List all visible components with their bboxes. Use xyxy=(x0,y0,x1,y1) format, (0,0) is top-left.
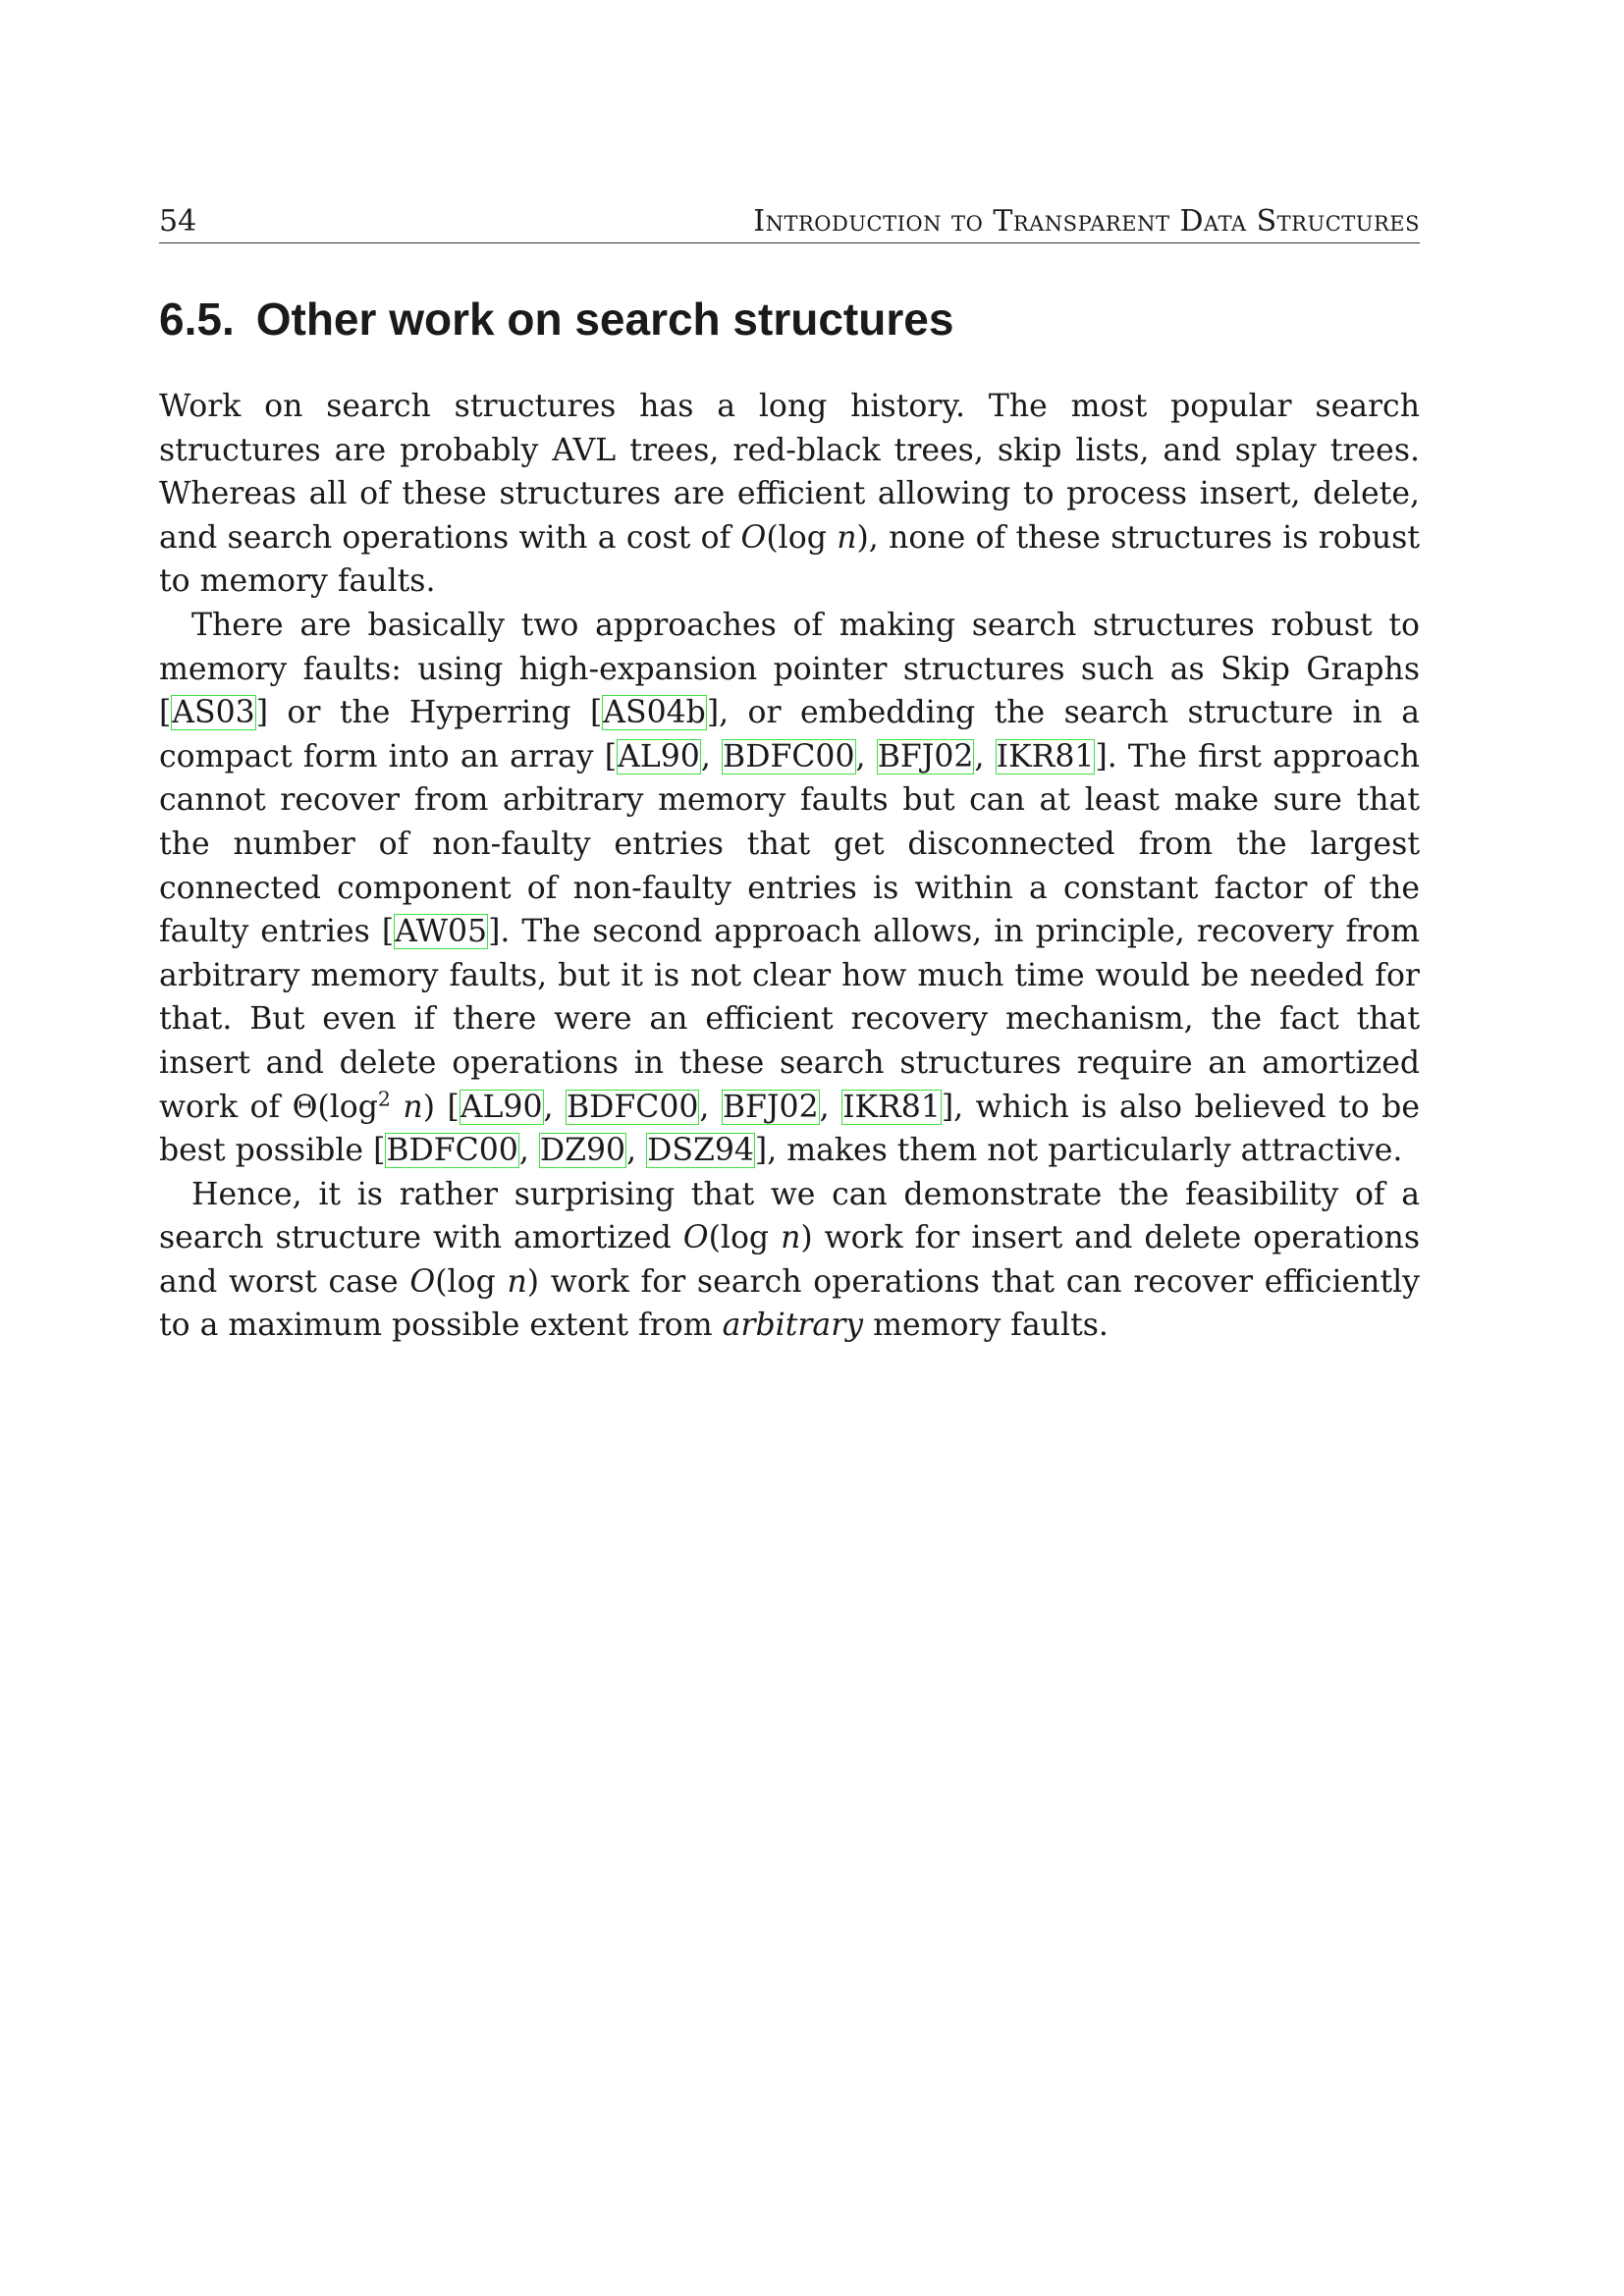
paragraph-3: Hence, it is rather surprising that we can demonstrate the feasibility of a search structure with amortized O(log n) work for insert and delete operations and worst case O(log n) work for search operations that can recover efficiently to a maximum possible extent from arbitrary memory faults. xyxy=(159,1176,1420,1344)
math-var: O xyxy=(409,1263,436,1300)
running-header xyxy=(159,204,1420,243)
body-text xyxy=(159,385,1420,1348)
citation-link[interactable]: IKR81 xyxy=(842,1089,941,1125)
citation-link[interactable]: BDFC00 xyxy=(386,1133,518,1169)
paragraph-2: There are basically two approaches of making search structures robust to memory faults: using high-expansion pointer structures such as Skip Graphs [AS03] or the Hyperring [AS04b], or embedding the search structure in a compact form into an array [AL90, BDFC00, BFJ02, IKR81]. The first approach cannot recover from arbitrary memory faults but can at least make sure that the number of non-faulty entries that get disconnected from the largest connected component of non-faulty entries is within a constant factor of the faulty entries [AW05]. The second approach allows, in principle, recovery from arbitrary memory faults, but it is not clear how much time would be needed for that. But even if there were an efficient recovery mechanism, the fact that insert and delete operations in these search structures require an amortized work of $\Theta(\log^2$ n) [AL90, BDFC00, BFJ02, IKR81], which is also believed to be best possible [BDFC00, DZ90, DSZ94], makes them not particularly attractive. xyxy=(159,607,1421,1169)
citation-link[interactable]: IKR81 xyxy=(996,738,1095,774)
math-var: n xyxy=(507,1263,527,1300)
superscript: 2 xyxy=(377,1087,391,1110)
citation-link[interactable]: BDFC00 xyxy=(566,1089,699,1125)
citation-link[interactable]: AS03 xyxy=(172,695,255,731)
math-var: O xyxy=(682,1220,709,1256)
math-var: n xyxy=(781,1220,801,1256)
section-number: 6.5. xyxy=(159,294,235,345)
citation-link[interactable]: BFJ02 xyxy=(722,1089,819,1125)
citation-link[interactable]: AW05 xyxy=(395,914,488,950)
citation-link[interactable]: BDFC00 xyxy=(723,738,855,774)
math-var: n xyxy=(403,1089,423,1125)
citation-link[interactable]: AS04b xyxy=(603,695,706,731)
section-title: Other work on search structures xyxy=(255,294,954,345)
emphasis: arbitrary xyxy=(722,1308,864,1344)
citation-link[interactable]: AL90 xyxy=(460,1089,543,1125)
running-title: Introduction to Transparent Data Structures xyxy=(753,204,1420,239)
math-var: O xyxy=(740,519,767,556)
paragraph-1: Work on search structures has a long history. The most popular search structures are probably AVL trees, red-black trees, skip lists, and splay trees. Whereas all of these structures are efficient allowing to process insert, delete, and search operations with a cost of O(log n), none of these structures is robust to memory faults. xyxy=(159,389,1420,600)
section-heading xyxy=(159,293,953,346)
page-number: 54 xyxy=(159,204,197,239)
citation-link[interactable]: DSZ94 xyxy=(647,1133,754,1169)
citation-link[interactable]: AL90 xyxy=(618,738,700,774)
citation-link[interactable]: DZ90 xyxy=(539,1133,626,1169)
math-var: n xyxy=(837,519,857,556)
citation-link[interactable]: BFJ02 xyxy=(877,738,974,774)
